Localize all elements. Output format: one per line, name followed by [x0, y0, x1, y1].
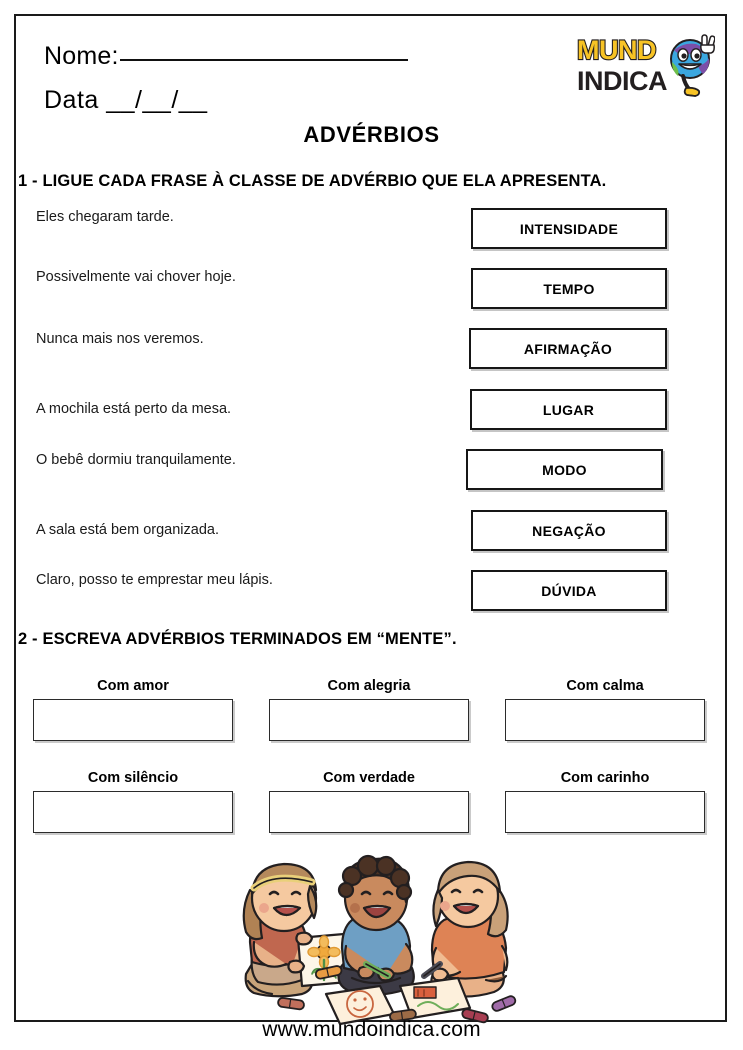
adverb-class-box[interactable]: LUGAR — [470, 389, 667, 430]
exercise-1-heading: 1 - LIGUE CADA FRASE À CLASSE DE ADVÉRBIO QUE ELA APRESENTA. — [18, 172, 607, 190]
sentence-item: A sala está bem organizada. — [36, 522, 219, 538]
answer-prompt-label: Com alegria — [327, 678, 411, 694]
svg-text:MUND: MUND — [577, 35, 656, 65]
child-right — [424, 862, 508, 997]
sentence-item: Possivelmente vai chover hoje. — [36, 269, 236, 285]
footer-url: www.mundoindica.com — [262, 1018, 481, 1041]
adverb-class-box[interactable]: INTENSIDADE — [471, 208, 667, 249]
sentence-item: Nunca mais nos veremos. — [36, 331, 204, 347]
answer-box[interactable] — [505, 791, 705, 833]
answer-prompt-label: Com amor — [97, 678, 169, 694]
answer-box[interactable] — [269, 699, 469, 741]
sentence-item: Eles chegaram tarde. — [36, 209, 174, 225]
answer-box[interactable] — [33, 699, 233, 741]
answer-prompt-label: Com verdade — [323, 770, 415, 786]
adverb-class-box[interactable]: DÚVIDA — [471, 570, 667, 611]
answer-prompt-label: Com carinho — [560, 770, 650, 786]
mundo-indica-logo — [575, 28, 715, 106]
adverb-class-box[interactable]: TEMPO — [471, 268, 667, 309]
answer-box[interactable] — [269, 791, 469, 833]
adverb-class-box[interactable]: NEGAÇÃO — [471, 510, 667, 551]
exercise-2-heading: 2 - ESCREVA ADVÉRBIOS TERMINADOS EM “MENTE”. — [18, 630, 457, 648]
answer-box[interactable] — [505, 699, 705, 741]
name-write-rule[interactable] — [120, 59, 408, 61]
sentence-item: O bebê dormiu tranquilamente. — [36, 452, 236, 468]
answer-prompt-label: Com silêncio — [87, 770, 179, 786]
sentence-item: Claro, posso te emprestar meu lápis. — [36, 572, 273, 588]
name-field-line — [44, 42, 408, 71]
date-field-line[interactable]: Data __/__/__ — [44, 86, 208, 114]
answer-prompt-label: Com calma — [566, 678, 644, 694]
adverb-class-box[interactable]: AFIRMAÇÃO — [469, 328, 667, 369]
sentence-item: A mochila está perto da mesa. — [36, 401, 232, 417]
svg-text:INDICA: INDICA — [577, 66, 667, 96]
answer-box[interactable] — [33, 791, 233, 833]
children-drawing-illustration — [228, 846, 528, 1026]
name-label: Nome: — [44, 42, 119, 70]
adverb-class-box[interactable]: MODO — [466, 449, 663, 490]
page-title: ADVÉRBIOS — [303, 122, 440, 147]
child-middle — [339, 856, 414, 995]
